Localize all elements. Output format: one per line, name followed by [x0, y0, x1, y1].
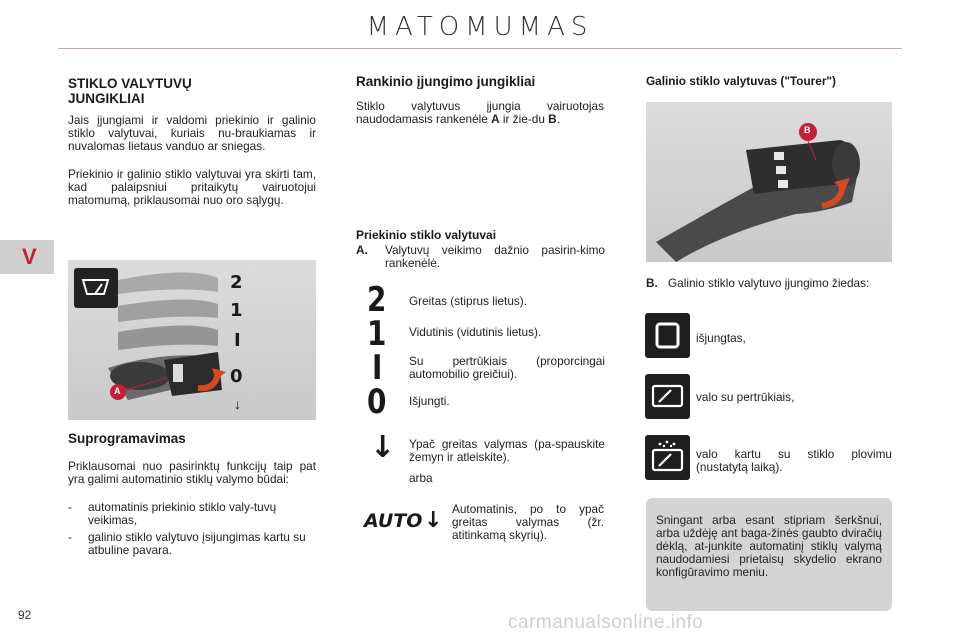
- speed-2-text: Greitas (stiprus lietus).: [409, 294, 527, 308]
- rear-wiper-illustration: [646, 102, 892, 262]
- rear-wipe-text: valo su pertrūkiais,: [696, 390, 795, 404]
- list-item: - automatinis priekinio stiklo valy-tuvų veikimas,: [68, 501, 318, 527]
- label-b-text: Galinio stiklo valytuvo įjungimo žiedas:: [668, 276, 870, 290]
- chapter-tab[interactable]: [0, 240, 54, 274]
- header-divider: [58, 48, 902, 49]
- programming-paragraph: Priklausomai nuo pasirinktų funkcijų taip pat yra galimi automatinio stiklų valymo būdai:: [68, 459, 316, 486]
- label-b: B.: [646, 276, 658, 290]
- speed-1-text: Vidutinis (vidutinis lietus).: [409, 325, 542, 339]
- photo-down-arrow-icon: ↓: [234, 396, 241, 412]
- speed-0-glyph: 0: [367, 382, 387, 422]
- rear-wiper-heading: Galinio stiklo valytuvas ("Tourer"): [646, 74, 836, 88]
- snow-info-note: [646, 498, 892, 611]
- speed-intermittent-text: Su pertrūkiais (proporcingai automobilio greičiui).: [409, 354, 605, 381]
- list-item: - galinio stiklo valytuvo įsijungimas kartu su atbuline pavara.: [68, 531, 318, 557]
- manual-intro: [356, 100, 604, 126]
- chapter-tab-label: V: [22, 244, 37, 269]
- photo-mark-2: 2: [230, 272, 243, 293]
- section-heading-manual-switches: Rankinio įjungimo jungikliai: [356, 74, 536, 89]
- down-arrow-text: Ypač greitas valymas (pa-spauskite žemyn ir atleiskite).: [409, 437, 605, 464]
- watermark: carmanualsonline.info: [508, 612, 704, 633]
- label-a: A.: [356, 243, 368, 257]
- rear-wipe-icon: [645, 374, 690, 419]
- intro-ref-b: B: [548, 112, 557, 126]
- intro-text: .: [556, 112, 560, 126]
- rear-off-text: išjungtas,: [696, 331, 746, 345]
- down-arrow-icon: ↓: [370, 430, 396, 465]
- col1-paragraph-2: Priekinio ir galinio stiklo valytuvai yra skirti tam, kad palaipsniui pritaikytų vairuotojui matomumą, priklausomai nuo oro sąlygų.: [68, 167, 316, 207]
- section-heading-wiper-switches: STIKLO VALYTUVŲ JUNGIKLIAI: [68, 76, 192, 106]
- intro-text: Stiklo valytuvus įjungia vairuotojas naudodamasis rankenėle: [356, 99, 604, 126]
- speed-2-glyph: 2: [367, 280, 387, 320]
- page-title: MATOMUMAS: [366, 12, 594, 42]
- photo-callout-a: A: [114, 386, 121, 396]
- speed-intermittent-glyph: I: [372, 348, 383, 388]
- photo-mark-0: 0: [230, 366, 243, 387]
- photo-mark-intermittent: I: [234, 330, 241, 351]
- photo-callout-b: B: [804, 125, 811, 135]
- auto-text: Automatinis, po to ypač greitas valymas (žr. atitinkamą skyrių).: [452, 502, 604, 542]
- rear-wiper-photo: [646, 102, 892, 262]
- or-text: arba: [409, 471, 433, 485]
- wiper-stalk-photo: [68, 260, 316, 420]
- col1-paragraph-1: Jais įjungiami ir valdomi priekinio ir galinio stiklo valytuvai, kuriais nu-braukiamas ir nuvalomas lietaus vanduo ar sniegas.: [68, 113, 316, 153]
- intro-text: ir žie-du: [499, 112, 549, 126]
- photo-mark-1: 1: [230, 300, 243, 321]
- intro-ref-a: A: [491, 112, 500, 126]
- rear-off-icon: [645, 313, 690, 358]
- programming-list: [68, 501, 318, 561]
- section-heading-programming: Suprogramavimas: [68, 431, 186, 446]
- page-number: 92: [18, 608, 32, 622]
- auto-down-arrow-icon: ↓: [424, 508, 443, 533]
- rear-wash-icon: [645, 435, 690, 480]
- wiper-stalk-illustration: [68, 260, 316, 420]
- front-wipers-heading: Priekinio stiklo valytuvai: [356, 228, 497, 242]
- snow-info-note-text: Sningant arba esant stipriam šerkšnui, arba uždėję ant baga-žinės gaubto dviračių dėklą, at-junkite automatinį stiklų valymą naudodamiesi prietaisų skydelio ekrano konfigūravimo meniu.: [656, 513, 882, 579]
- rear-wash-text: valo kartu su stiklo plovimu (nustatytą laiką).: [696, 447, 892, 474]
- auto-label-icon: AUTO: [364, 510, 423, 532]
- label-a-text: Valytuvų veikimo dažnio pasirin-kimo rankenėlė.: [385, 243, 605, 270]
- speed-1-glyph: 1: [367, 314, 387, 354]
- speed-0-text: Išjungti.: [409, 394, 450, 408]
